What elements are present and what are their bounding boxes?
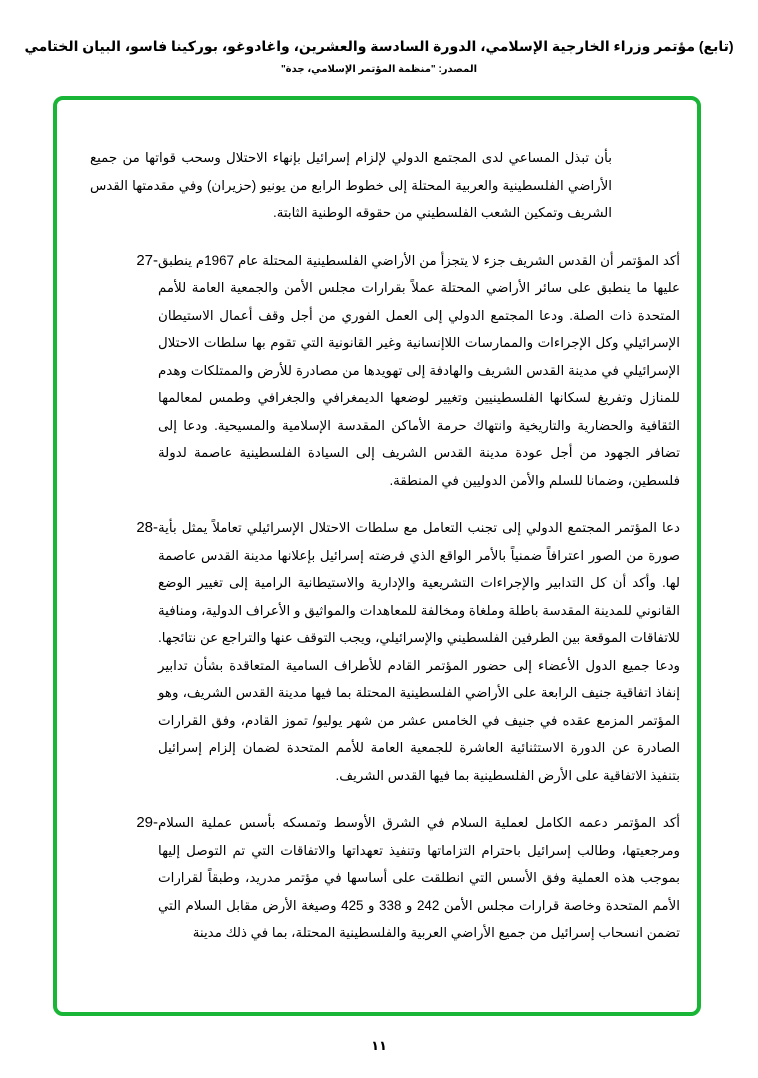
document-header-title: (تابع) مؤتمر وزراء الخارجية الإسلامي، الدورة السادسة والعشرين، واغادوغو، بوركينا فاسو، البيان الختامي [24, 38, 734, 54]
list-item-28 [90, 514, 680, 789]
document-body [90, 144, 680, 967]
list-item-27 [90, 247, 680, 495]
continuation-paragraph: بأن تبذل المساعي لدى المجتمع الدولي لإلزام إسرائيل بإنهاء الاحتلال وسحب قواتها من جميع الأراضي الفلسطينية والعربية المحتلة إلى خطوط الرابع من يونيو (حزيران) وفي مقدمتها القدس الشريف وتمكين الشعب الفلسطيني من حقوقه الوطنية الثابتة. [90, 150, 612, 220]
item-text: دعا المؤتمر المجتمع الدولي إلى تجنب التعامل مع سلطات الاحتلال الإسرائيلي تعاملاً يمثل بأية صورة من الصور اعترافاً ضمنياً بالأمر الواقع الذي فرضته إسرائيل بإعلانها مدينة القدس عاصمة لها. وأكد أن كل التدابير والإجراءات التشريعية والإدارية والاستيطانية الرامية إلى تغيير الوضع القانوني للمدينة المقدسة باطلة وملغاة ومخالفة للمعاهدات والمواثيق و الأعراف الدولية، ومنافية للاتفاقات الموقعة بين الطرفين الفلسطيني والإسرائيلي، ويجب التوقف عنها والتراجع عن نتائجها. ودعا جميع الدول الأعضاء إلى حضور المؤتمر القادم للأطراف السامية المتعاقدة بشأن تدابير إنفاذ اتفاقية جنيف الرابعة على الأراضي الفلسطينية المحتلة بما فيها مدينة القدس الشريف، وهو المؤتمر المزمع عقده في جنيف في الخامس عشر من شهر يوليو/ تموز القادم، وفق القرارات الصادرة عن الدورة الاستثنائية العاشرة للجمعية العامة للأمم المتحدة لضمان إلزام إسرائيل بتنفيذ الاتفاقية على الأرض الفلسطينية بما فيها القدس الشريف. [158, 520, 680, 783]
item-number: 28- [136, 519, 158, 536]
list-item-29 [90, 809, 680, 947]
item-number: 29- [136, 814, 158, 831]
page-number: ١١ [371, 1038, 387, 1053]
item-text: أكد المؤتمر دعمه الكامل لعملية السلام في الشرق الأوسط وتمسكه بأسس عملية السلام ومرجعيتها، وطالب إسرائيل باحترام التزاماتها وتنفيذ تعهداتها والاتفاقات التي تم التوصل إليها بموجب هذه العملية وفق الأسس التي انطلقت على أساسها في مؤتمر مدريد، وطبقاً لقرارات الأمم المتحدة وخاصة قرارات مجلس الأمن 242 و 338 و 425 وصيغة الأرض مقابل السلام التي تضمن انسحاب إسرائيل من جميع الأراضي العربية والفلسطينية المحتلة، بما في ذلك مدينة [158, 815, 680, 940]
document-source-line: المصدر: "منظمة المؤتمر الإسلامي، جدة" [280, 64, 478, 75]
item-text: أكد المؤتمر أن القدس الشريف جزء لا يتجزأ من الأراضي الفلسطينية المحتلة عام 1967م ينطبق عليها ما ينطبق على سائر الأراضي المحتلة عملاً بقرارات مجلس الأمن والجمعية العامة للأمم المتحدة ذات الصلة. ودعا المجتمع الدولي إلى العمل الفوري من أجل وقف أعمال الاستيطان الإسرائيلي وكل الإجراءات والممارسات اللاإنسانية وغير القانونية التي تقوم بها سلطات الاحتلال الإسرائيلي في مدينة القدس الشريف والهادفة إلى تهويدها من مصادرة للأرض والممتلكات وهدم للمنازل وتفريغ لسكانها الفلسطينيين وتغيير لوضعها الديمغرافي والجغرافي وطمس لمعالمها الثقافية والحضارية والتاريخية وانتهاك حرمة الأماكن المقدسة الإسلامية والمسيحية. ودعا إلى تضافر الجهود من أجل عودة مدينة القدس الشريف إلى السيادة الفلسطينية عاصمة لدولة فلسطين، وضمانا للسلم والأمن الدوليين في المنطقة. [158, 252, 680, 488]
item-number: 27- [136, 251, 158, 269]
